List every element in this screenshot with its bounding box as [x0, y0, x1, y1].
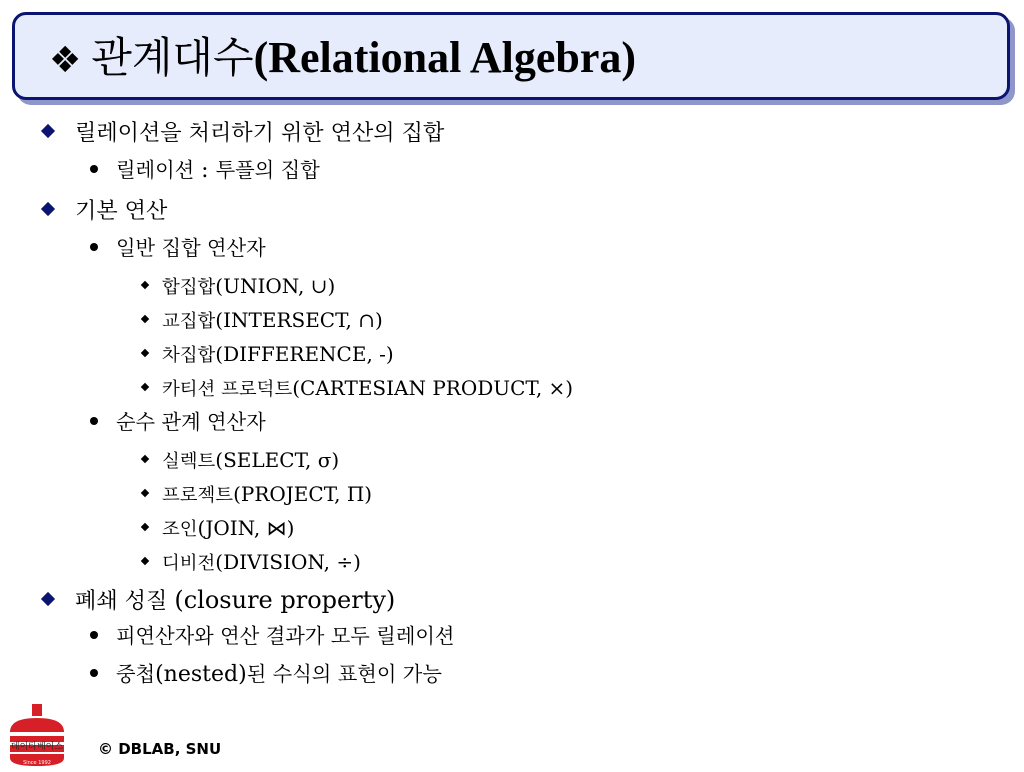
dot-bullet-icon [90, 243, 98, 251]
sub-bullet-item [88, 156, 320, 185]
diamond-bullet-icon [41, 123, 55, 137]
operator-symbol: (INTERSECT, ∩) [215, 307, 383, 332]
footer-copyright: © DBLAB, SNU [98, 740, 222, 758]
small-diamond-icon [141, 382, 149, 390]
small-diamond-icon [141, 348, 149, 356]
operator-symbol: (CARTESIAN PRODUCT, ×) [292, 375, 574, 400]
bullet-text: (closure property) [174, 585, 396, 614]
small-diamond-icon [141, 314, 149, 322]
operator-name: 실렉트 [162, 450, 216, 472]
sub-bullet-item [88, 622, 454, 651]
title-korean: 관계대수 [91, 33, 254, 82]
sub-bullet-item [88, 234, 266, 263]
small-diamond-icon [141, 488, 149, 496]
diamond-bullet-icon [41, 591, 55, 605]
operator-item-union [140, 272, 335, 301]
operator-symbol: (UNION, ∪) [215, 273, 336, 298]
operator-item-difference [140, 340, 394, 369]
operator-name: 카티션 프로덕트 [162, 378, 293, 400]
operator-item-cartesian [140, 374, 573, 403]
operator-symbol: (JOIN, ⋈) [197, 515, 295, 540]
sub-bullet-text: : [194, 158, 216, 183]
slide-title [49, 30, 636, 89]
dot-bullet-icon [90, 631, 98, 639]
sub-bullet-text: 투플의 집합 [215, 158, 320, 182]
logo-text: 데이타베이스 [10, 742, 64, 752]
dot-bullet-icon [90, 417, 98, 425]
sub-bullet-text: 중첩 [116, 662, 156, 686]
operator-item-project [140, 480, 372, 509]
dot-bullet-icon [90, 165, 98, 173]
logo-subtext: Since 1992 [23, 760, 51, 766]
diamond-bullet-icon [41, 201, 55, 215]
sub-bullet-item [88, 408, 266, 437]
small-diamond-icon [141, 522, 149, 530]
sub-bullet-text: 릴레이션 [116, 158, 195, 182]
sub-bullet-text: (nested) [155, 662, 247, 687]
diamond-bullet-icon: ❖ [49, 40, 82, 81]
bullet-item [40, 584, 395, 617]
operator-name: 프로젝트 [162, 484, 234, 506]
small-diamond-icon [141, 454, 149, 462]
title-english: (Relational Algebra) [253, 33, 637, 82]
operator-name: 합집합 [162, 276, 216, 298]
bullet-text: 릴레이션을 처리하기 위한 연산의 집합 [75, 120, 445, 146]
sub-bullet-text: 순수 관계 연산자 [116, 410, 266, 434]
bullet-item [40, 116, 444, 149]
sub-bullet-text: 일반 집합 연산자 [116, 236, 266, 260]
operator-symbol: (SELECT, σ) [215, 447, 340, 472]
sub-bullet-item [88, 660, 442, 689]
operator-name: 조인 [162, 518, 198, 540]
slide-title-box [12, 12, 1010, 100]
operator-name: 차집합 [162, 344, 216, 366]
operator-symbol: (DIVISION, ÷) [215, 549, 361, 574]
operator-item-intersect [140, 306, 383, 335]
dot-bullet-icon [90, 669, 98, 677]
lab-logo [0, 702, 76, 768]
operator-symbol: (DIFFERENCE, -) [215, 341, 394, 366]
sub-bullet-text: 된 수식의 표현이 가능 [246, 662, 442, 686]
bullet-text: 폐쇄 성질 [75, 588, 175, 614]
small-diamond-icon [141, 556, 149, 564]
operator-item-select [140, 446, 339, 475]
operator-name: 디비전 [162, 552, 216, 574]
operator-symbol: (PROJECT, Π) [233, 481, 373, 506]
small-diamond-icon [141, 280, 149, 288]
bullet-text: 기본 연산 [75, 198, 168, 224]
operator-item-join [140, 514, 294, 543]
sub-bullet-text: 피연산자와 연산 결과가 모두 릴레이션 [116, 624, 455, 648]
bullet-item [40, 194, 167, 227]
operator-name: 교집합 [162, 310, 216, 332]
database-logo-icon [0, 702, 76, 768]
operator-item-division [140, 548, 361, 577]
